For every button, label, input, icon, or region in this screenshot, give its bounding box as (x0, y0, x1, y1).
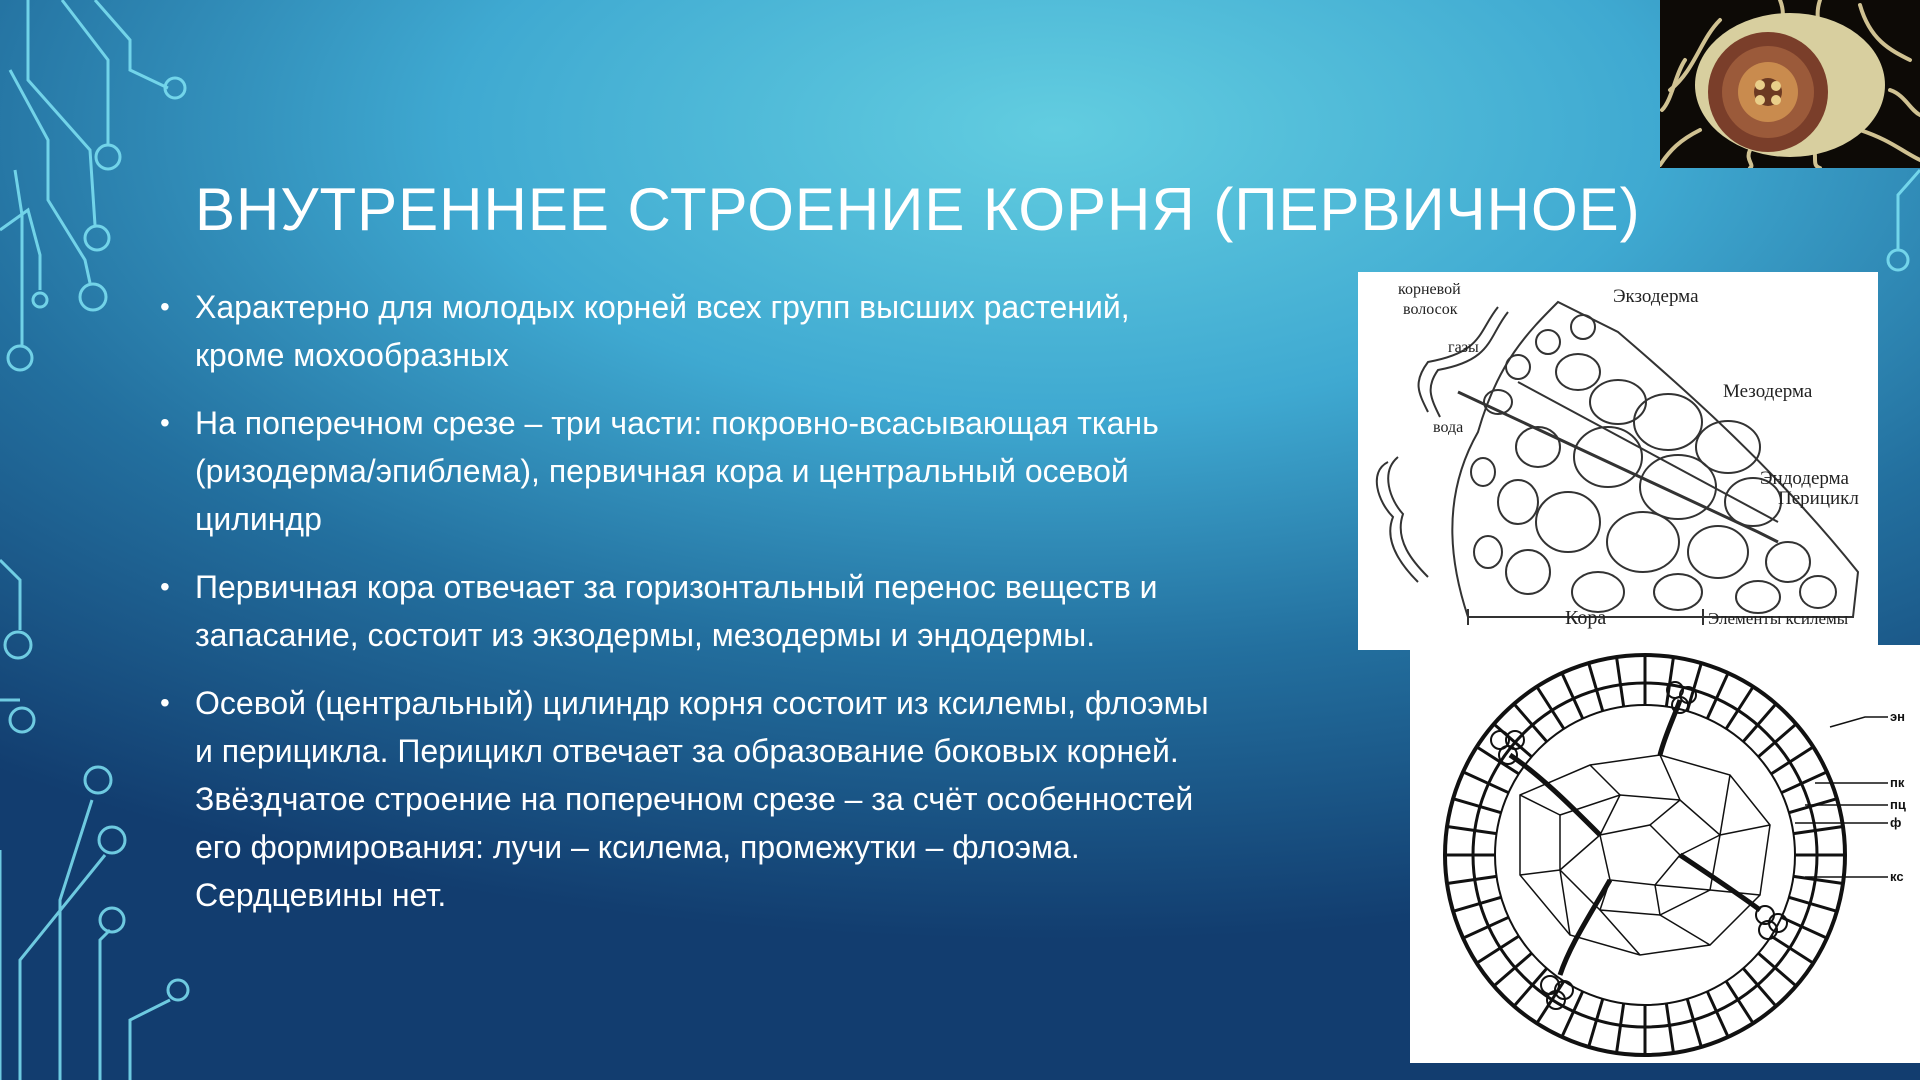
cell-wall-line (1617, 1003, 1624, 1052)
bullet-icon: • (160, 687, 170, 718)
bullet-text: Характерно для молодых корней всех групп высших растений, кроме мохообразных (195, 289, 1130, 373)
cell-wall-line (1687, 999, 1701, 1047)
cell-wall-line (1477, 936, 1519, 963)
label-pk: пк (1890, 775, 1905, 790)
bullet-item (160, 563, 1220, 659)
bullet-text: Первичная кора отвечает за горизонтальный перенос веществ и запасание, состоит из экзодермы, мезодермы и эндодермы. (195, 569, 1158, 653)
label-xylem-elements: Элементы ксилемы (1708, 609, 1849, 628)
cell-wall-line (1447, 827, 1496, 834)
bullet-item (160, 679, 1220, 919)
cell-wall-line (1447, 876, 1496, 883)
label-en: эн (1890, 709, 1906, 724)
bullet-text: Осевой (центральный) цилиндр корня состоит из ксилемы, флоэмы и перицикла. Перицикл отвечает за образование боковых корней. Звёздчатое строение на поперечном срезе – за счёт особенностей его формирования: лучи – ксилема, промежутки – флоэма. Сердцевины нет. (195, 685, 1209, 913)
label-ks: кс (1890, 869, 1904, 884)
cell-wall-line (1453, 897, 1501, 911)
label-mesodermis: Мезодерма (1723, 381, 1813, 402)
root-cortex-diagram (1358, 272, 1878, 650)
cell-wall-line (1771, 936, 1813, 963)
bullet-icon: • (160, 571, 170, 602)
label-gases: газы (1448, 339, 1479, 356)
stele-cross-section-diagram (1410, 645, 1920, 1063)
cell-wall-line (1453, 799, 1501, 813)
cell-wall-line (1477, 747, 1519, 774)
label-water: вода (1433, 419, 1464, 436)
label-pericycle: Перицикл (1778, 488, 1859, 509)
cell-wall-line (1589, 663, 1603, 711)
cell-wall-line (1537, 687, 1564, 729)
label-exodermis: Экзодерма (1613, 286, 1699, 307)
cell-wall-line (1726, 981, 1753, 1023)
label-pts: пц (1890, 797, 1906, 812)
cell-wall-line (1793, 827, 1842, 834)
cell-wall-line (1771, 747, 1813, 774)
bullet-text: На поперечном срезе – три части: покровно-всасывающая ткань (ризодерма/эпиблема), первичная кора и центральный осевой цилиндр (195, 405, 1159, 537)
circuit-decoration-right (1840, 150, 1920, 290)
label-root-hair-2: волосок (1403, 301, 1458, 318)
bullet-item (160, 283, 1220, 379)
cell-wall-line (1789, 897, 1837, 911)
cell-wall-line (1617, 657, 1624, 706)
bullet-list (160, 283, 1220, 939)
cell-wall-line (1589, 999, 1603, 1047)
label-cortex: Кора (1565, 607, 1607, 629)
bullet-icon: • (160, 291, 170, 322)
label-f: ф (1890, 815, 1902, 830)
label-endodermis: Эндодерма (1760, 468, 1849, 489)
cell-wall-line (1666, 1003, 1673, 1052)
root-micrograph-image (1660, 0, 1920, 168)
label-root-hair-1: корневой (1398, 281, 1461, 298)
cell-wall-line (1726, 687, 1753, 729)
slide-title: ВНУТРЕННЕЕ СТРОЕНИЕ КОРНЯ (ПЕРВИЧНОЕ) (195, 176, 1641, 243)
bullet-icon: • (160, 407, 170, 438)
bullet-item (160, 399, 1220, 543)
